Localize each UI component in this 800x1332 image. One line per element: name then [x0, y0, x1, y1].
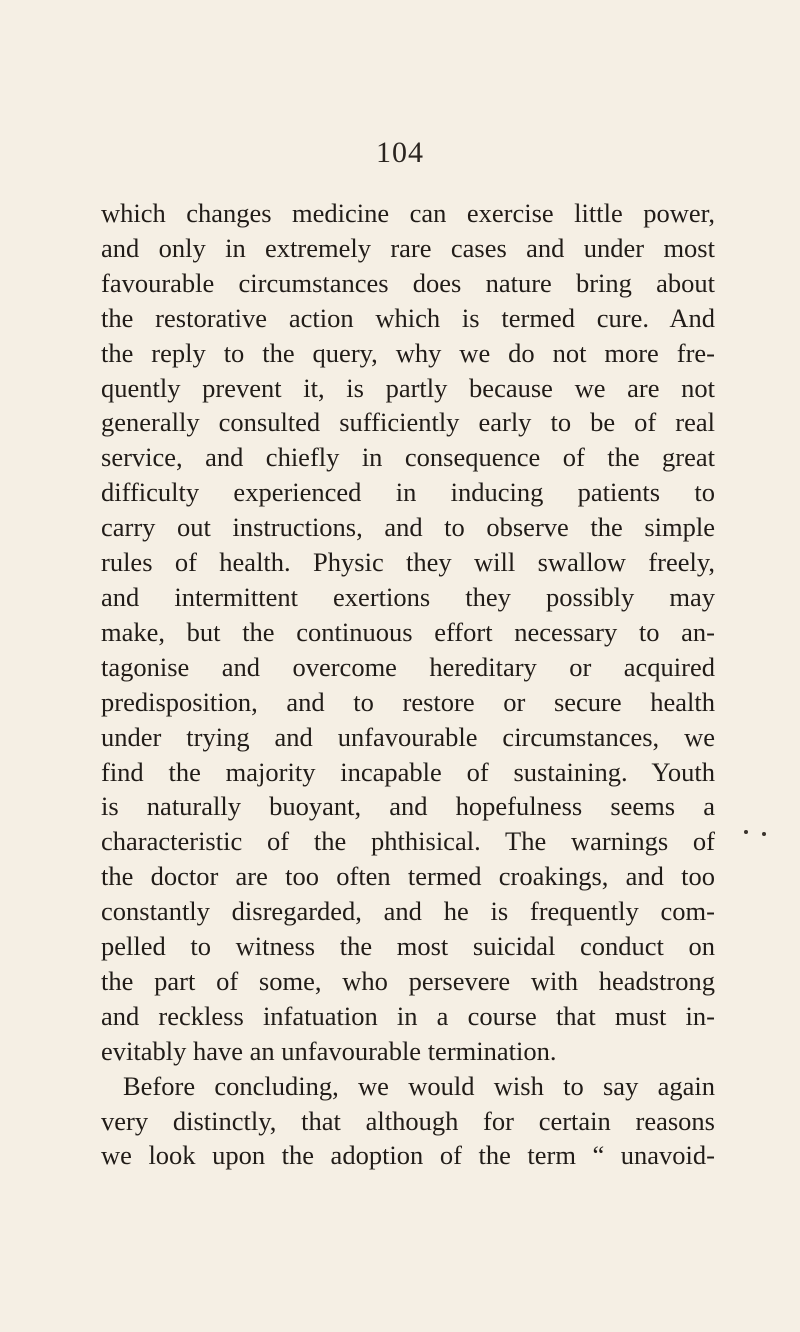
text-line: constantly disregarded, and he is frequently com-: [101, 896, 715, 927]
text-line: generally consulted sufficiently early to be of real: [101, 407, 715, 438]
text-line: pelled to witness the most suicidal conduct on: [101, 931, 715, 962]
print-speck: [744, 830, 748, 834]
text-line: under trying and unfavourable circumstances, we: [101, 721, 715, 752]
text-line: the part of some, who persevere with headstrong: [101, 965, 715, 996]
print-speck: [762, 832, 766, 836]
text-line: which changes medicine can exercise little power,: [101, 198, 715, 228]
text-line: quently prevent it, is partly because we are not: [101, 372, 715, 403]
text-line: evitably have an unfavourable termination.: [101, 1035, 557, 1066]
text-line: service, and chiefly in consequence of the great: [101, 442, 715, 473]
text-line: favourable circumstances does nature bring about: [101, 267, 715, 298]
text-line: is naturally buoyant, and hopefulness seems a: [101, 791, 715, 822]
text-line: and intermittent exertions they possibly may: [101, 581, 715, 612]
text-line: carry out instructions, and to observe the simple: [101, 512, 715, 543]
text-line: very distinctly, that although for certain reasons: [101, 1105, 715, 1136]
text-line: difficulty experienced in inducing patients to: [101, 477, 715, 508]
text-line: characteristic of the phthisical. The warnings of: [101, 826, 715, 857]
text-line: find the majority incapable of sustaining. Youth: [101, 756, 715, 787]
page-number: 104: [376, 136, 424, 169]
text-line: predisposition, and to restore or secure health: [101, 686, 715, 717]
text-line: and reckless infatuation in a course that must in-: [101, 1000, 715, 1031]
text-line: the doctor are too often termed croakings, and too: [101, 861, 715, 892]
text-line: and only in extremely rare cases and under most: [101, 232, 715, 263]
body-text: [101, 196, 715, 1173]
text-line: Before concluding, we would wish to say again: [123, 1070, 715, 1101]
text-line: the restorative action which is termed cure. And: [101, 302, 715, 333]
text-line: tagonise and overcome hereditary or acquired: [101, 651, 715, 682]
text-line: we look upon the adoption of the term “ unavoid-: [101, 1140, 715, 1171]
text-line: make, but the continuous effort necessary to an-: [101, 616, 715, 647]
text-line: the reply to the query, why we do not more fre-: [101, 337, 715, 368]
text-line: rules of health. Physic they will swallow freely,: [101, 547, 715, 578]
